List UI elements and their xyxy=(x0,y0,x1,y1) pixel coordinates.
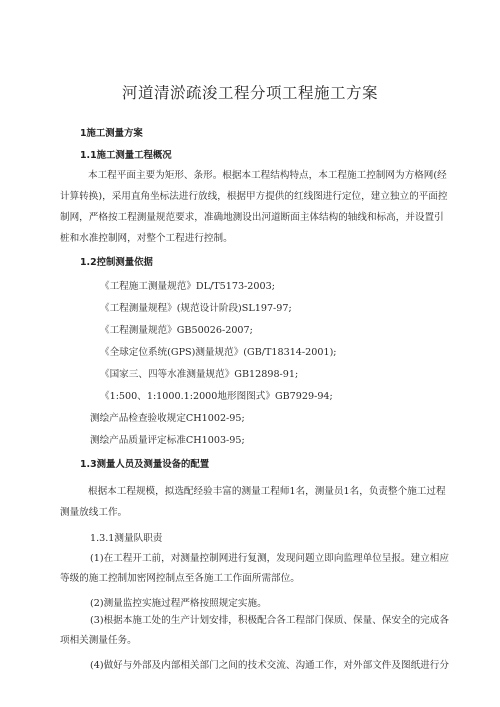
section-heading-1: 1施工测量方案 xyxy=(80,128,143,139)
reference-item: 《工程测量规程》(规范设计阶段)SL197-97; xyxy=(100,303,292,314)
reference-item: 《全球定位系统(GPS)测量规范》(GB/T18314-2001); xyxy=(100,347,337,358)
reference-item: 《工程施工测量规范》DL/T5173-2003; xyxy=(100,281,275,292)
subsection-heading-1-3-1: 1.3.1测量队职责 xyxy=(90,533,163,544)
section-heading-1-3: 1.3测量人员及测量设备的配置 xyxy=(80,459,210,470)
duty-item-4: (4)做好与外部及内部相关部门之间的技术交流、沟通工作，对外部文件及图纸进行分 xyxy=(90,660,449,671)
reference-item: 《工程测量规范》GB50026-2007; xyxy=(100,325,253,336)
reference-item: 测绘产品检查验收规定CH1002-95; xyxy=(90,413,245,424)
reference-item: 测绘产品质量评定标准CH1003-95; xyxy=(90,435,245,446)
paragraph-staffing: 根据本工程规模，拟选配经验丰富的测量工程师1名，测量员1名，负责整个施工过程测量放线工作。 xyxy=(60,486,446,518)
paragraph-overview: 本工程平面主要为矩形、条形。根据本工程结构特点，本工程施工控制网为方格网(经计算转换)，采用直角坐标法进行放线，根据甲方提供的红线图进行定位，建立独立的平面控制网，严格按工程测量规范要求，准确地测设出河道断面主体结构的轴线和标高，并设置引桩和水准控制网，对整个工程进行控制。 xyxy=(60,170,448,244)
document-title: 河道清淤疏浚工程分项工程施工方案 xyxy=(121,84,378,102)
duty-item-3: (3)根据本施工处的生产计划安排，积极配合各工程部门保质、保量、保安全的完成各项相关测量任务。 xyxy=(60,615,449,646)
duty-item-1: (1)在工程开工前，对测量控制网进行复测，发现问题立即向监理单位呈报。建立相应等级的施工控制加密网控制点至各施工工作面所需部位。 xyxy=(60,553,449,584)
reference-item: 《1:500、1:1000.1:2000地形图图式》GB7929-94; xyxy=(100,391,333,402)
reference-item: 《国家三、四等水准测量规范》GB12898-91; xyxy=(100,369,299,380)
section-heading-1-1: 1.1施工测量工程概况 xyxy=(80,150,172,161)
section-heading-1-2: 1.2控制测量依据 xyxy=(80,257,153,268)
duty-item-2: (2)测量监控实施过程严格按照规定实施。 xyxy=(90,598,267,609)
